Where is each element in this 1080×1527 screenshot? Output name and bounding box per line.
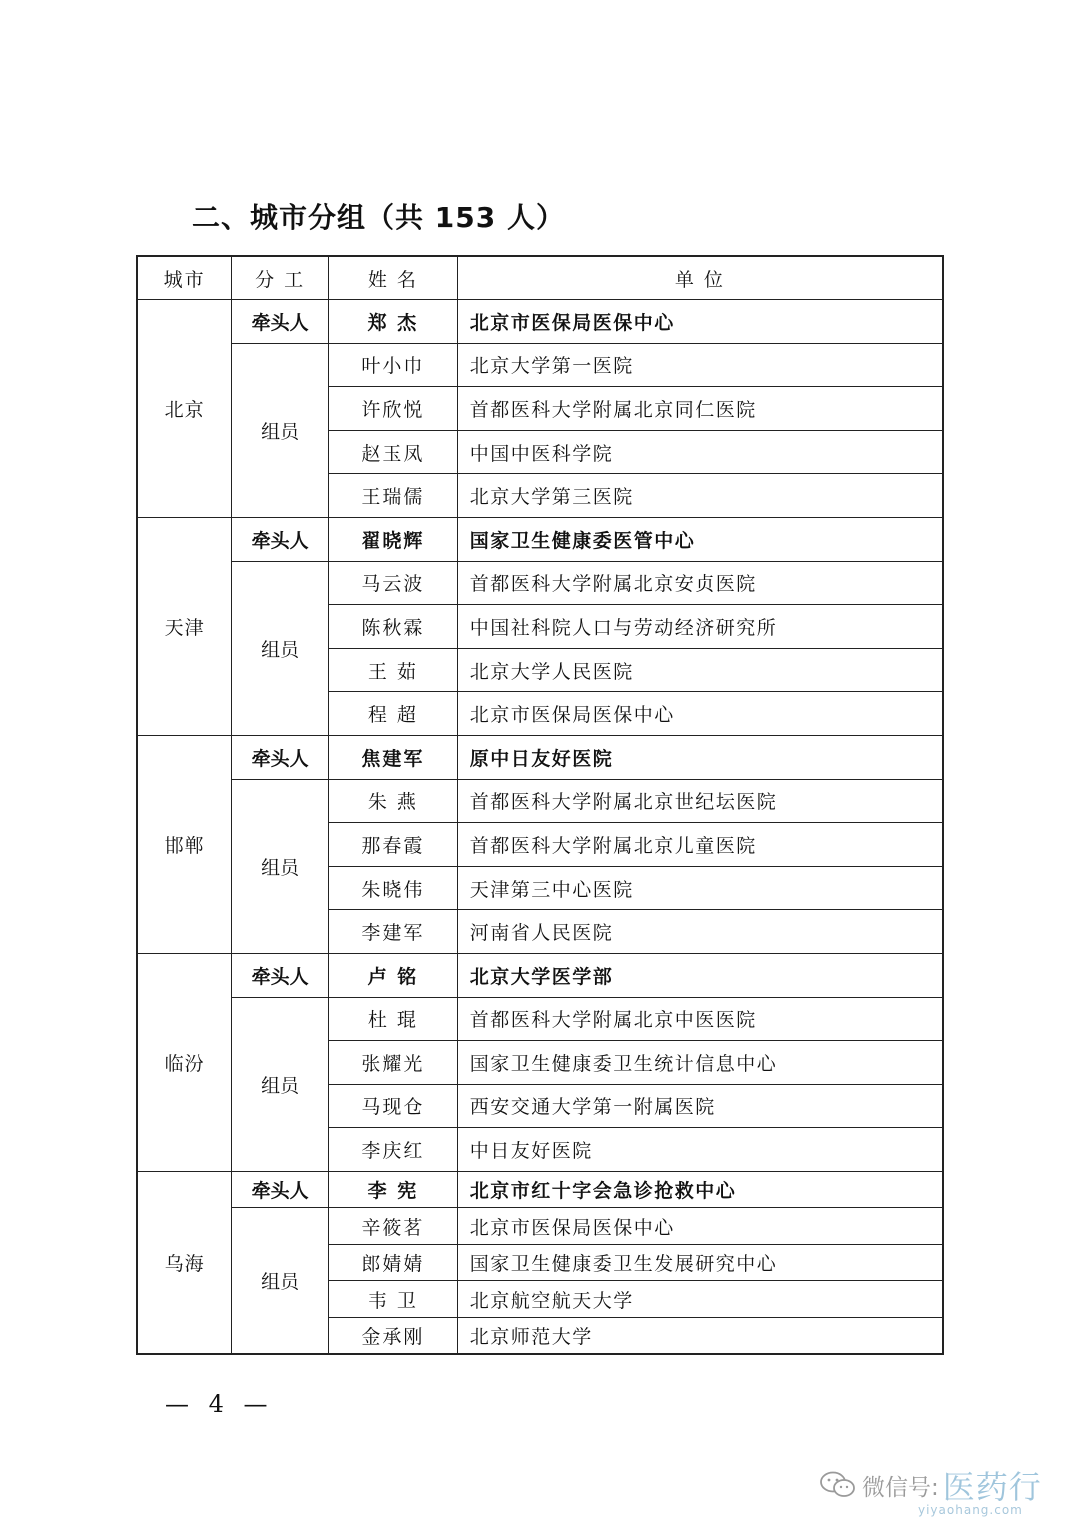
name-cell: 朱晓伟 (329, 866, 458, 910)
name-cell: 李庆红 (329, 1128, 458, 1172)
city-group (137, 300, 943, 518)
name-cell: 马现仓 (329, 1084, 458, 1128)
unit-cell: 北京大学人民医院 (457, 648, 943, 692)
name-cell: 王 茹 (329, 648, 458, 692)
role-cell: 组员 (232, 343, 329, 517)
name-cell: 李 宪 (329, 1171, 458, 1208)
city-cell: 乌海 (137, 1171, 232, 1354)
header-city: 城市 (137, 256, 232, 300)
table-row (137, 300, 943, 344)
name-cell: 翟晓辉 (329, 517, 458, 561)
role-cell: 牵头人 (232, 953, 329, 997)
section-title: 二、城市分组（共 153 人） (192, 201, 565, 234)
city-cell: 北京 (137, 300, 232, 518)
unit-cell: 中日友好医院 (457, 1128, 943, 1172)
role-cell: 牵头人 (232, 735, 329, 779)
name-cell: 赵玉凤 (329, 430, 458, 474)
page-number: — 4 — (165, 1390, 274, 1418)
unit-cell: 天津第三中心医院 (457, 866, 943, 910)
unit-cell: 原中日友好医院 (457, 735, 943, 779)
table-header-row (137, 256, 943, 300)
name-cell: 王瑞儒 (329, 474, 458, 518)
unit-cell: 北京市医保局医保中心 (457, 692, 943, 736)
table-row (137, 517, 943, 561)
city-group-table (136, 255, 944, 1355)
unit-cell: 北京市医保局医保中心 (457, 300, 943, 344)
city-cell: 邯郸 (137, 735, 232, 953)
unit-cell: 北京大学第一医院 (457, 343, 943, 387)
table-row (137, 735, 943, 779)
table-row (137, 779, 943, 823)
name-cell: 程 超 (329, 692, 458, 736)
unit-cell: 北京市医保局医保中心 (457, 1208, 943, 1245)
name-cell: 金承刚 (329, 1317, 458, 1354)
role-cell: 牵头人 (232, 517, 329, 561)
unit-cell: 北京师范大学 (457, 1317, 943, 1354)
name-cell: 张耀光 (329, 1041, 458, 1085)
unit-cell: 中国社科院人口与劳动经济研究所 (457, 605, 943, 649)
role-cell: 牵头人 (232, 300, 329, 344)
name-cell: 杜 琨 (329, 997, 458, 1041)
unit-cell: 西安交通大学第一附属医院 (457, 1084, 943, 1128)
role-cell: 牵头人 (232, 1171, 329, 1208)
city-group (137, 735, 943, 953)
unit-cell: 首都医科大学附属北京中医医院 (457, 997, 943, 1041)
table-row (137, 953, 943, 997)
name-cell: 焦建军 (329, 735, 458, 779)
unit-cell: 河南省人民医院 (457, 910, 943, 954)
unit-cell: 北京航空航天大学 (457, 1281, 943, 1318)
unit-cell: 首都医科大学附属北京世纪坛医院 (457, 779, 943, 823)
role-cell: 组员 (232, 997, 329, 1171)
table-row (137, 343, 943, 387)
watermark-url: yiyaohang.com (918, 1503, 1023, 1517)
city-group (137, 517, 943, 735)
unit-cell: 国家卫生健康委卫生统计信息中心 (457, 1041, 943, 1085)
role-cell: 组员 (232, 1208, 329, 1355)
unit-cell: 北京大学医学部 (457, 953, 943, 997)
unit-cell: 国家卫生健康委卫生发展研究中心 (457, 1244, 943, 1281)
wechat-icon (818, 1470, 858, 1500)
name-cell: 辛筱茗 (329, 1208, 458, 1245)
table-row (137, 561, 943, 605)
watermark-brand: 医药行 (942, 1468, 1042, 1506)
header-role: 分 工 (232, 256, 329, 300)
role-cell: 组员 (232, 561, 329, 735)
name-cell: 许欣悦 (329, 387, 458, 431)
header-unit: 单 位 (457, 256, 943, 300)
name-cell: 韦 卫 (329, 1281, 458, 1318)
name-cell: 郑 杰 (329, 300, 458, 344)
name-cell: 郎婧婧 (329, 1244, 458, 1281)
name-cell: 李建军 (329, 910, 458, 954)
role-cell: 组员 (232, 779, 329, 953)
name-cell: 那春霞 (329, 823, 458, 867)
unit-cell: 北京大学第三医院 (457, 474, 943, 518)
name-cell: 马云波 (329, 561, 458, 605)
table-row (137, 1171, 943, 1208)
table-row (137, 1208, 943, 1245)
unit-cell: 北京市红十字会急诊抢救中心 (457, 1171, 943, 1208)
city-group (137, 1171, 943, 1354)
city-cell: 天津 (137, 517, 232, 735)
city-cell: 临汾 (137, 953, 232, 1171)
name-cell: 陈秋霖 (329, 605, 458, 649)
header-name: 姓 名 (329, 256, 458, 300)
name-cell: 卢 铭 (329, 953, 458, 997)
unit-cell: 中国中医科学院 (457, 430, 943, 474)
city-group (137, 953, 943, 1171)
unit-cell: 首都医科大学附属北京儿童医院 (457, 823, 943, 867)
unit-cell: 首都医科大学附属北京同仁医院 (457, 387, 943, 431)
watermark-text: 微信号: (862, 1474, 939, 1501)
name-cell: 朱 燕 (329, 779, 458, 823)
unit-cell: 首都医科大学附属北京安贞医院 (457, 561, 943, 605)
name-cell: 叶小巾 (329, 343, 458, 387)
unit-cell: 国家卫生健康委医管中心 (457, 517, 943, 561)
table-row (137, 997, 943, 1041)
